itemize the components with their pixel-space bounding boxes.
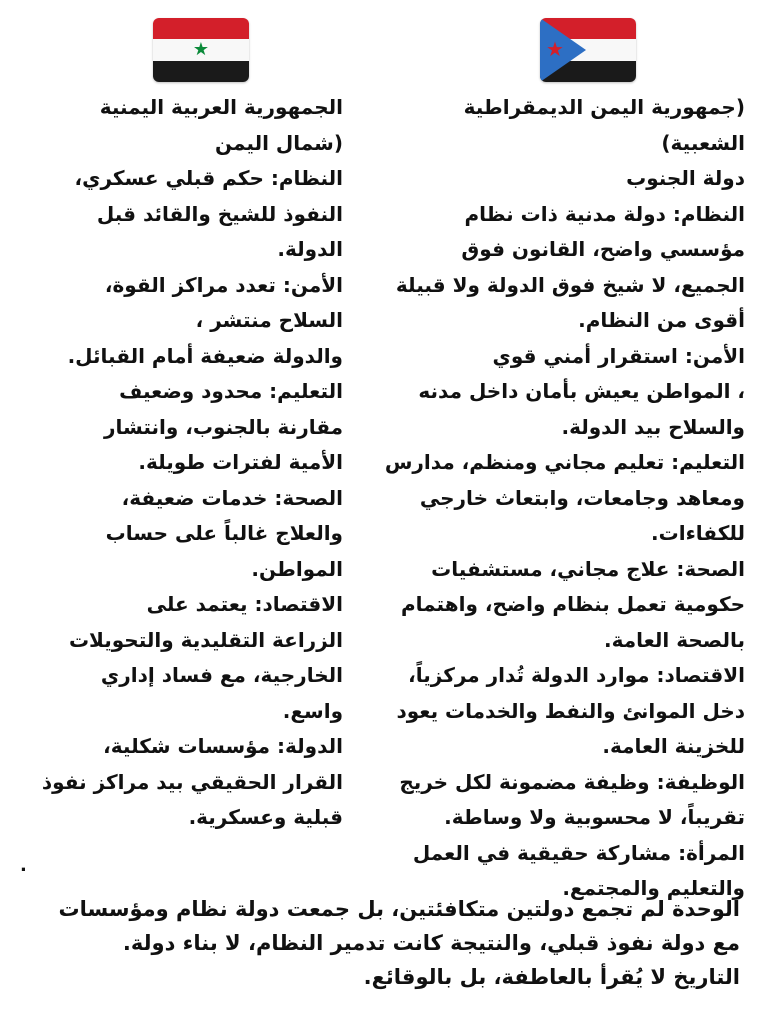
south-yemen-flag-icon [540,18,636,82]
south-line: الصحة: علاج مجاني، مستشفيات [431,556,745,581]
south-yemen-column [380,18,745,907]
north-line: مقارنة بالجنوب، وانتشار [103,414,343,439]
north-line: واسع. [282,698,343,723]
north-line: السلاح منتشر ، [195,308,343,332]
north-yemen-column [18,18,343,836]
north-line: الأمية لفترات طويلة. [138,450,343,474]
north-line: الخارجية، مع فساد إداري [100,663,343,687]
south-line: للكفاءات. [651,521,745,545]
north-line: الدولة. [277,237,343,261]
north-line: الدولة: مؤسسات شكلية، [103,734,343,758]
south-line: الوظيفة: وظيفة مضمونة لكل خريج [399,769,745,794]
north-line: القرار الحقيقي بيد مراكز نفوذ [41,769,343,794]
red-star-icon: ★ [546,37,564,61]
south-line: أقوى من النظام. [578,308,745,332]
separator-dot: . [20,855,27,876]
north-line: المواطن. [251,556,343,581]
yemen-arab-republic-flag-icon [153,18,249,82]
south-line: تقريباً، لا محسوبية ولا وساطة. [444,805,745,829]
south-line: والتعليم والمجتمع. [562,876,745,900]
north-line: الزراعة التقليدية والتحويلات [68,627,343,652]
south-line: مؤسسي واضح، القانون فوق [461,237,745,261]
south-line: حكومية تعمل بنظام واضح، واهتمام [400,592,745,616]
conclusion-line: مع دولة نفوذ قبلي، والنتيجة كانت تدمير النظام، لا بناء دولة. [122,931,740,955]
north-line: والعلاج غالباً على حساب [105,521,343,545]
south-line: الاقتصاد: موارد الدولة تُدار مركزياً، [408,663,745,687]
north-line: والدولة ضعيفة أمام القبائل. [67,343,343,368]
south-line: المرأة: مشاركة حقيقية في العمل [412,840,745,865]
south-line: الجميع، لا شيخ فوق الدولة ولا قبيلة [395,272,745,297]
south-yemen-text [380,90,745,907]
south-line: بالصحة العامة. [603,627,745,652]
conclusion-line: الوحدة لم تجمع دولتين متكافئتين، بل جمعت دولة نظام ومؤسسات [58,897,740,921]
north-title: الجمهورية العربية اليمنية [99,95,343,119]
south-line: ، المواطن يعيش بأمان داخل مدنه [418,379,745,403]
green-star-icon: ★ [192,39,210,61]
north-line: الأمن: تعدد مراكز القوة، [104,272,343,297]
south-line: الشعبية) [661,130,745,155]
north-line: الاقتصاد: يعتمد على [146,592,343,616]
north-line: التعليم: محدود وضعيف [119,379,343,403]
north-subtitle: (شمال اليمن [215,130,343,155]
south-line: النظام: دولة مدنية ذات نظام [464,201,745,226]
south-line: ومعاهد وجامعات، وابتعاث خارجي [419,485,745,510]
south-subtitle: دولة الجنوب [626,166,745,190]
south-line: للخزينة العامة. [602,734,745,758]
south-line: الأمن: استقرار أمني قوي [492,343,745,368]
south-line: دخل الموانئ والنفط والخدمات يعود [396,698,745,723]
north-line: الصحة: خدمات ضعيفة، [121,485,343,510]
north-line: النفوذ للشيخ والقائد قبل [96,201,343,226]
conclusion-paragraph [28,892,740,994]
south-line: التعليم: تعليم مجاني ومنظم، مدارس [384,450,745,474]
north-line: قبلية وعسكرية. [188,805,343,829]
conclusion-line: التاريخ لا يُقرأ بالعاطفة، بل بالوقائع. [363,965,740,989]
south-title: (جمهورية اليمن الديمقراطية [463,95,745,119]
south-line: والسلاح بيد الدولة. [561,414,745,439]
north-line: النظام: حكم قبلي عسكري، [74,166,343,190]
north-yemen-text [18,90,343,836]
